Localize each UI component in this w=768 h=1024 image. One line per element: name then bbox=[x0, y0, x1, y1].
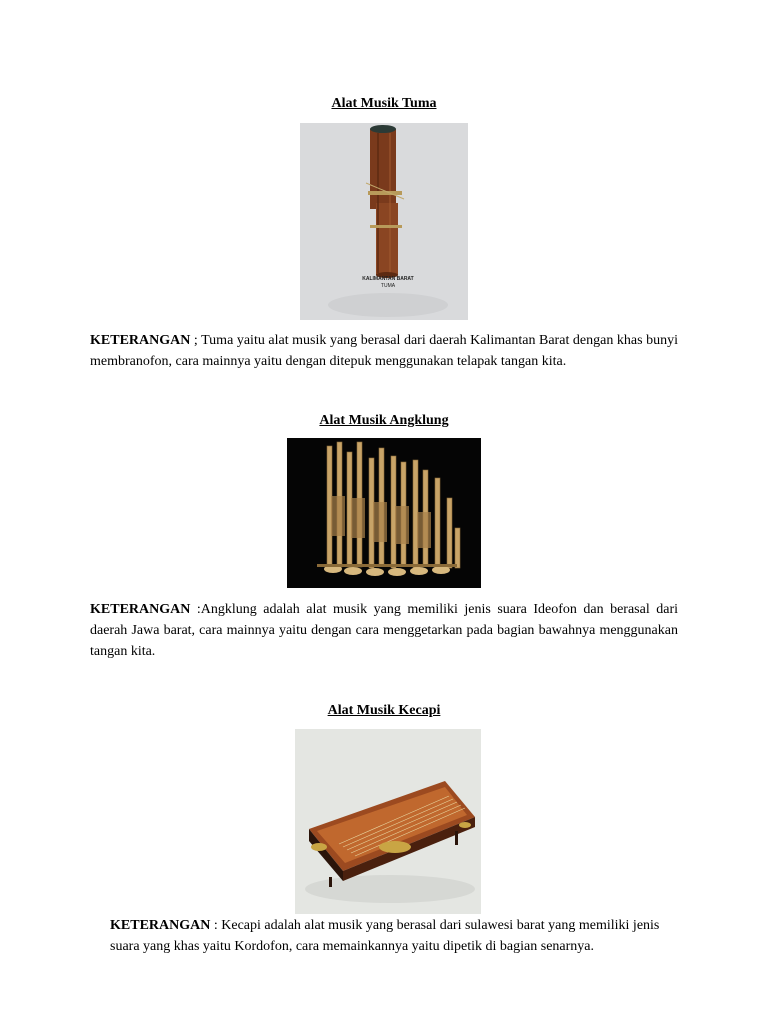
tuma-photo-caption-2: TUMA bbox=[380, 283, 396, 289]
keterangan-label: KETERANGAN bbox=[110, 918, 211, 933]
kecapi-title: Alat Musik Kecapi bbox=[327, 703, 441, 718]
kecapi-photo bbox=[295, 729, 481, 914]
kecapi-description bbox=[110, 915, 670, 957]
kecapi-description-text: : Kecapi adalah alat musik yang berasal dari sulawesi barat yang memiliki jenis suara yang khas yaitu Kordofon, cara memainkannya yaitu dipetik di bagian senarnya. bbox=[110, 918, 660, 954]
angklung-description bbox=[90, 599, 678, 662]
angklung-title: Alat Musik Angklung bbox=[319, 413, 449, 428]
tuma-photo bbox=[300, 123, 468, 320]
tuma-description-text: ; Tuma yaitu alat musik yang berasal dari daerah Kalimantan Barat dengan khas bunyi membranofon, cara mainnya yaitu dengan ditepuk menggunakan telapak tangan kita. bbox=[90, 333, 678, 369]
angklung-photo bbox=[287, 438, 481, 588]
tuma-title: Alat Musik Tuma bbox=[331, 96, 437, 111]
tuma-description bbox=[90, 330, 678, 372]
keterangan-label: KETERANGAN bbox=[90, 333, 191, 348]
keterangan-label: KETERANGAN bbox=[90, 602, 191, 617]
angklung-description-text: :Angklung adalah alat musik yang memiliki jenis suara Ideofon dan berasal dari daerah Jawa barat, cara mainnya yaitu dengan cara menggetarkan pada bagian bawahnya menggunakan tangan kita. bbox=[90, 602, 678, 659]
tuma-photo-caption-1: KALIMANTAN BARAT bbox=[362, 276, 414, 282]
